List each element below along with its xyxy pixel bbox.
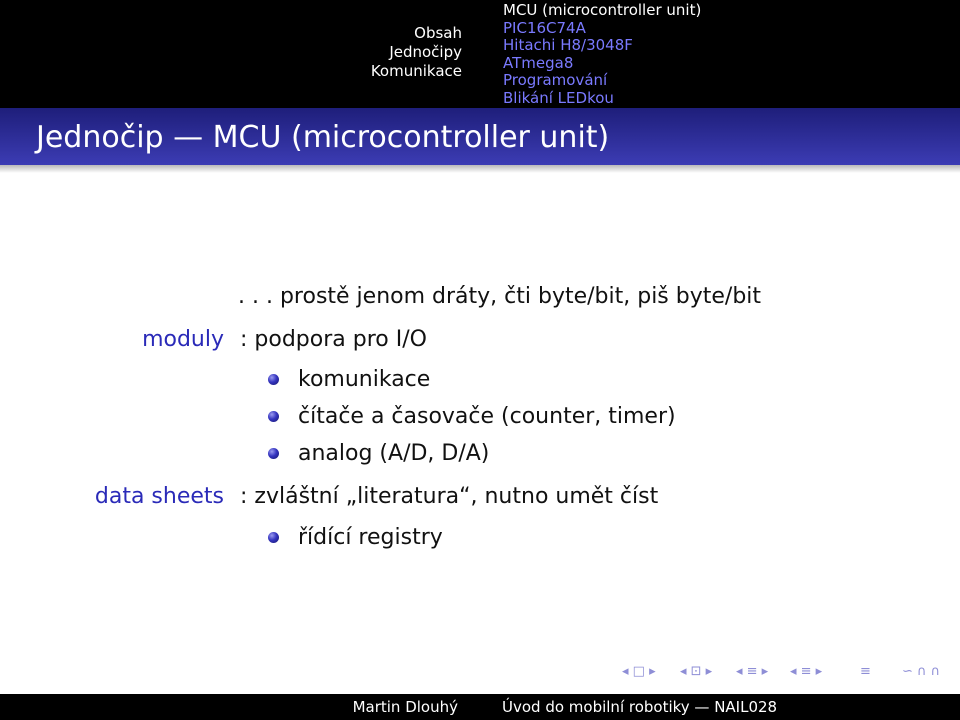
nav-subsection-programovani[interactable]: Programování [503,71,608,89]
nav-subsection-atmega8[interactable]: ATmega8 [503,53,574,72]
bullet-icon [268,532,279,543]
bullet-komunikace: komunikace [298,367,431,392]
term-data-sheets-text: : zvláštní „literatura“, nutno umět číst [240,484,659,509]
nav-subsection-pic16c74a[interactable]: PIC16C74A [503,18,586,37]
nav-subsection-mcu[interactable]: MCU (microcontroller unit) [503,1,702,19]
nav-subsection-hitachi[interactable]: Hitachi H8/3048F [503,36,633,54]
nav-search-icon[interactable]: ∽ ∩ ∩ [902,664,941,679]
bullet-ridici-registry: řídící registry [298,525,443,550]
nav-subsubsection-icon[interactable]: ◂ ≡ ▸ [790,664,823,679]
bullet-icon [268,374,279,385]
term-moduly: moduly [142,327,224,352]
nav-subsection-blikani[interactable]: Blikání LEDkou [503,88,614,107]
term-moduly-text: : podpora pro I/O [240,327,427,352]
nav-section-jednocipy[interactable]: Jednočipy [389,43,462,61]
nav-section-komunikace[interactable]: Komunikace [370,62,462,80]
nav-align-icon[interactable]: ≡ [860,664,871,679]
footer-title-box [480,694,960,720]
nav-subsection-icon[interactable]: ◂ ⊡ ▸ [680,664,713,679]
footer-author: Martin Dlouhý [352,698,458,716]
nav-frame-icon[interactable]: ◂ □ ▸ [622,664,656,679]
bullet-analog: analog (A/D, D/A) [298,441,490,466]
frame-title: Jednočip — MCU (microcontroller unit) [36,120,610,155]
term-data-sheets: data sheets [94,484,224,509]
nav-section-obsah[interactable]: Obsah [414,24,462,42]
footer-title: Úvod do mobilní robotiky — NAIL028 [502,698,778,716]
footer-author-box [0,694,480,720]
bullet-icon [268,448,279,459]
nav-section-icon[interactable]: ◂ ≡ ▸ [736,664,769,679]
bullet-citace: čítače a časovače (counter, timer) [298,404,676,429]
bullet-icon [268,411,279,422]
intro-text: . . . prostě jenom dráty, čti byte/bit, piš byte/bit [238,284,762,309]
